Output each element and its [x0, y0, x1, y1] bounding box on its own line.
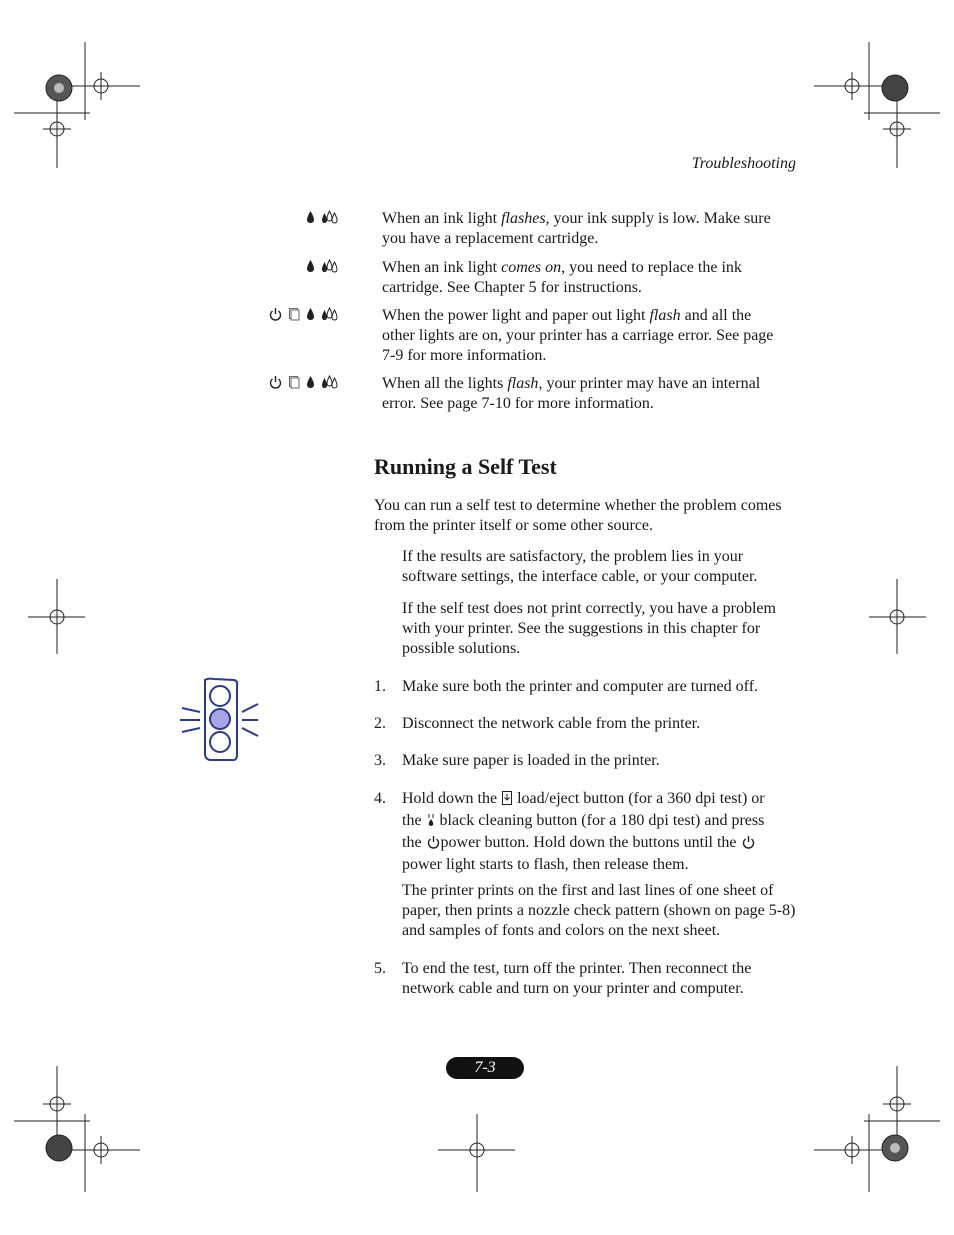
- step-text-hold-buttons: [402, 789, 787, 875]
- indicator-emphasis: flash: [507, 375, 539, 392]
- step-text: To end the test, turn off the printer. Then reconnect the network cable and turn on your printer and computer.: [402, 960, 752, 997]
- indicator-text: When the power light and paper out light: [382, 307, 650, 324]
- note-problem: If the self test does not print correctly, you have a problem with your printer. See the suggestions in this chapter for possible solutions.: [402, 600, 776, 657]
- indicator-icons: [218, 210, 338, 228]
- indicator-emphasis: comes on: [501, 259, 562, 276]
- status-light-illustration: [178, 676, 262, 764]
- indicator-text: When an ink light: [382, 259, 502, 276]
- color-ink-icon: [321, 210, 338, 229]
- ink-drop-icon: [306, 375, 315, 394]
- indicator-emphasis: flash: [649, 307, 681, 324]
- intro-paragraph: You can run a self test to determine whether the problem comes from the printer itself or some other source.: [374, 497, 782, 534]
- power-icon: [269, 375, 282, 394]
- step-text-part: power button. Hold down the buttons until the: [440, 834, 741, 851]
- indicator-description: [382, 258, 782, 298]
- ink-drop-icon: [306, 210, 315, 229]
- step-text: Make sure both the printer and computer are turned off.: [402, 678, 759, 695]
- indicator-text: , your ink supply is low. Make sure you have a replacement cartridge.: [382, 210, 771, 247]
- indicator-icons: [218, 307, 338, 325]
- step-number: 5.: [374, 960, 386, 977]
- indicator-text: When an ink light: [382, 210, 502, 227]
- step-text: Disconnect the network cable from the printer.: [402, 715, 701, 732]
- cleaning-drop-icon: [427, 813, 435, 833]
- power-icon: [742, 835, 755, 855]
- indicator-text: and all the other lights are on, your printer has a carriage error. See page 7-9 for more information.: [382, 307, 774, 364]
- indicator-description: [382, 209, 792, 249]
- ink-drop-icon: [306, 307, 315, 326]
- indicator-description: [382, 306, 782, 366]
- paper-icon: [288, 375, 300, 394]
- indicator-emphasis: flashes: [501, 210, 546, 227]
- color-ink-icon: [321, 307, 338, 326]
- step-text-part: Hold down the: [402, 790, 502, 807]
- note-satisfactory: If the results are satisfactory, the problem lies in your software settings, the interface cable, or your computer.: [402, 548, 758, 585]
- indicator-icons: [218, 375, 338, 393]
- color-ink-icon: [321, 259, 338, 278]
- indicator-description: [382, 374, 782, 414]
- paper-icon: [288, 307, 300, 326]
- power-icon: [427, 835, 440, 855]
- ink-drop-icon: [306, 259, 315, 278]
- indicator-text: , your printer may have an internal error. See page 7-10 for more information.: [382, 375, 761, 412]
- step-followup: The printer prints on the first and last lines of one sheet of paper, then prints a nozzle check pattern (shown on page 5-8) and samples of fonts and colors on the next sheet.: [402, 882, 796, 939]
- step-text-part: power light starts to flash, then release them.: [402, 856, 689, 873]
- running-header: Troubleshooting: [691, 155, 796, 172]
- step-text-part: black cleaning button (for a 180 dpi test) and press the: [402, 812, 765, 851]
- step-number: 3.: [374, 752, 386, 769]
- indicator-text: , you need to replace the ink cartridge. See Chapter 5 for instructions.: [382, 259, 742, 296]
- indicator-text: When all the lights: [382, 375, 508, 392]
- color-ink-icon: [321, 375, 338, 394]
- step-text-part: load/eject button (for a 360 dpi test) or the: [402, 790, 765, 829]
- load-eject-icon: [502, 791, 512, 811]
- section-title: Running a Self Test: [374, 454, 557, 479]
- step-number: 2.: [374, 715, 386, 732]
- step-number: 4.: [374, 790, 386, 807]
- step-text: Make sure paper is loaded in the printer.: [402, 752, 660, 769]
- power-icon: [269, 307, 282, 326]
- page-number: 7-3: [446, 1057, 524, 1079]
- indicator-icons: [218, 259, 338, 277]
- step-number: 1.: [374, 678, 386, 695]
